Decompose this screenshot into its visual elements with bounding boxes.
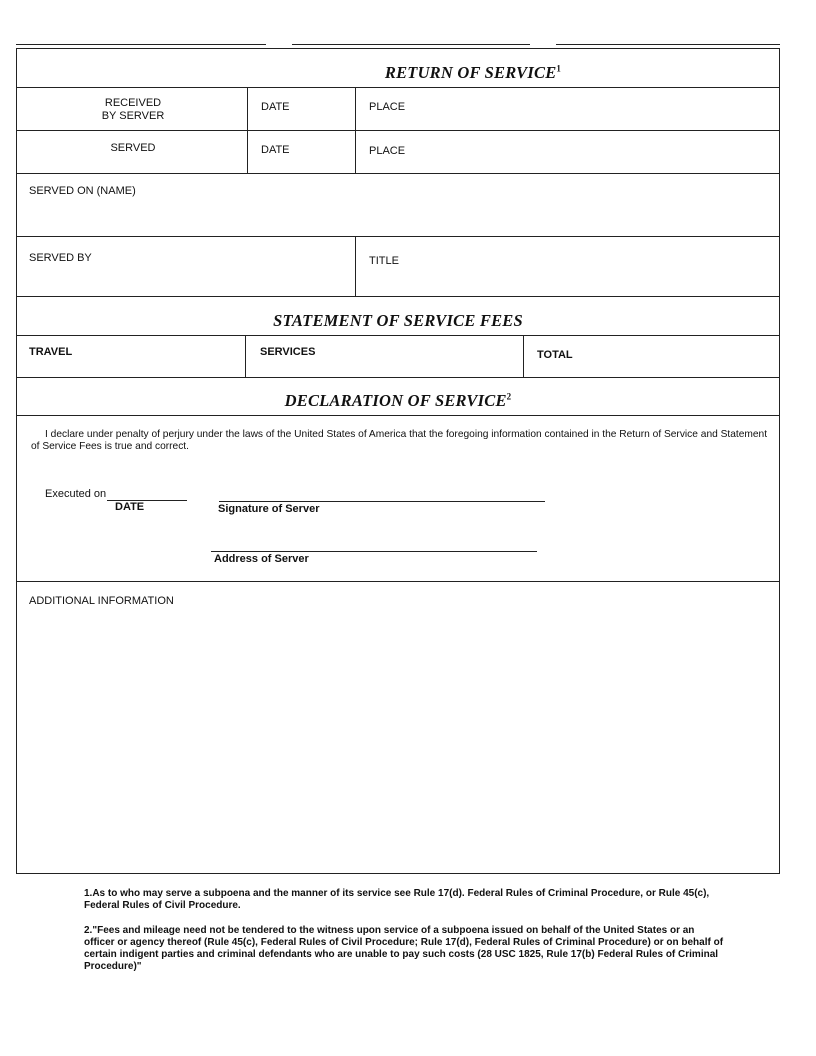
received-by-server-label: RECEIVED BY SERVER	[101, 97, 165, 122]
divider-services	[523, 335, 524, 377]
signature-line	[219, 501, 545, 502]
rule-below-served-by	[17, 296, 779, 297]
top-rule-left	[16, 44, 266, 45]
travel-label: TRAVEL	[29, 346, 73, 358]
footnote-ref-2: 2	[506, 391, 512, 402]
rule-above-additional	[17, 581, 779, 582]
declaration-title: DECLARATION OF SERVICE$^2$	[284, 391, 512, 410]
received-place-label: PLACE	[369, 101, 406, 113]
rule-below-return-title	[17, 87, 779, 88]
declaration-text: I declare under penalty of perjury under the laws of the United States of America that the foregoing information contained in the Return of Service and Statement of Service Fees is true and correct.	[31, 429, 768, 452]
rule-below-fees	[17, 377, 779, 378]
divider-date-right	[355, 87, 356, 173]
served-on-label: SERVED ON (NAME)	[29, 185, 136, 197]
top-rule-right	[556, 44, 780, 45]
served-label: SERVED	[110, 142, 156, 154]
footnote-2: 2."Fees and mileage need not be tendered to the witness upon service of a subpoena issued on behalf of the United States or an officer or agency thereof (Rule 45(c), Federal Rules of Civil Procedure; Rule 17(d), Federal Rules of Criminal Procedure) or on behalf of certain indigent parties and criminal defendants who are unable to pay such costs (28 USC 1825, Rule 17(b) Federal Rules of Criminal Procedure)"	[84, 925, 724, 972]
served-date-label: DATE	[261, 144, 290, 156]
rule-below-served-on	[17, 236, 779, 237]
rule-below-received	[17, 130, 779, 131]
served-place-label: PLACE	[369, 145, 406, 157]
address-line	[211, 551, 537, 552]
rule-below-declaration-title	[17, 415, 779, 416]
return-of-service-title: RETURN OF SERVICE$^1$	[384, 63, 562, 82]
received-date-label: DATE	[261, 101, 290, 113]
rule-below-fees-title	[17, 335, 779, 336]
footnote-ref-1: 1	[556, 63, 562, 74]
executed-on-label: Executed on	[45, 488, 107, 500]
divider-date-left	[247, 87, 248, 173]
services-label: SERVICES	[260, 346, 316, 358]
top-rule-middle	[292, 44, 530, 45]
service-fees-title: STATEMENT OF SERVICE FEES	[273, 311, 523, 330]
signature-of-server-label: Signature of Server	[218, 503, 320, 515]
return-of-service-form	[16, 48, 780, 874]
divider-travel	[245, 335, 246, 377]
additional-information-label: ADDITIONAL INFORMATION	[29, 595, 174, 607]
rule-below-served	[17, 173, 779, 174]
address-of-server-label: Address of Server	[214, 553, 309, 565]
total-label: TOTAL	[537, 349, 573, 361]
footnote-1: 1.As to who may serve a subpoena and the manner of its service see Rule 17(d). Federal Rules of Criminal Procedure, or Rule 45(c), Federal Rules of Civil Procedure.	[84, 888, 710, 911]
divider-served-by	[355, 236, 356, 296]
served-by-label: SERVED BY	[29, 252, 92, 264]
title-label: TITLE	[369, 255, 399, 267]
executed-date-label: DATE	[115, 501, 145, 513]
